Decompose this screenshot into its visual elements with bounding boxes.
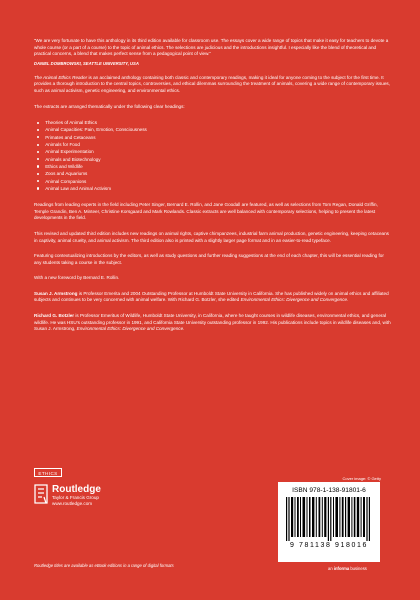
- bullet-icon: [37, 136, 39, 138]
- list-item: Animal Capacities: Pain, Emotion, Consciousness: [34, 126, 392, 133]
- isbn-label: ISBN 978-1-138-91801-6: [292, 487, 366, 494]
- bullet-icon: [37, 173, 39, 175]
- publisher-logo: [34, 484, 101, 507]
- author-name: Richard G. Botzler: [34, 313, 75, 319]
- quote-affiliation: SEATTLE UNIVERSITY, USA: [83, 60, 139, 66]
- headings-list: [34, 119, 392, 192]
- author-bio-armstrong: Susan J. Armstrong is Professor Emerita and 2004 Outstanding Professor at Humboldt State University in California. She has published widely on animal ethics and affiliated subjects and continues to be very concerned with animal welfare. With Richard G. Botzler, she edited Environmental Ethics: Divergence and Convergence.: [34, 290, 389, 303]
- book-title: The Animal Ethics Reader: [34, 74, 88, 80]
- cover-credit: Cover image: © Getty: [342, 476, 381, 481]
- book-reference: Environmental Ethics: Divergence and Convergence: [240, 297, 348, 303]
- bullet-icon: [37, 180, 39, 182]
- informa-credit: an informa business: [328, 566, 367, 571]
- list-item: Zoos and Aquariums: [34, 170, 392, 177]
- bullet-icon: [37, 151, 39, 153]
- foreword-line: With a new foreword by Bernard E. Rollin.: [34, 275, 120, 281]
- featuring-paragraph: Featuring contextualizing introductions by the editors, as well as study questions and further reading suggestions at the end of each chapter, this will be essential reading for any students taking a course in the subject.: [34, 253, 384, 265]
- publisher-url: www.routledge.com: [52, 501, 93, 506]
- list-item: Animal Law and Animal Activism: [34, 185, 392, 192]
- list-item: Theories of Animal Ethics: [34, 119, 392, 126]
- barcode-number: 9 781138 918016: [290, 542, 368, 549]
- quote-author: DANIEL DOMBROWSKI,: [34, 60, 84, 66]
- bullet-icon: [37, 187, 39, 189]
- bullet-icon: [37, 158, 39, 160]
- barcode-panel: [278, 482, 380, 562]
- book-reference: Environmental Ethics: Divergence and Convergence: [76, 326, 184, 332]
- barcode-icon: [286, 497, 372, 541]
- bullet-icon: [37, 129, 39, 131]
- intro-text: is an acclaimed anthology containing both classic and contemporary readings, making it ideal for anyone coming to the subject for the first time. It provides a thorough introduction to the central topics, controversies, and ethical dilemmas surrounding the treatment of animals, covering a wide range of contemporary issues, such as animal activism, genetic engineering, and environmental ethics.: [34, 74, 390, 93]
- publisher-name: Routledge: [52, 484, 101, 495]
- author-bio-botzler: Richard G. Botzler is Professor Emeritus of Wildlife, Humboldt State University, in California, where he taught courses in wildlife diseases, environmental ethics, and general wildlife. He was HSU’s outstanding professor in 1991, and California State University outstanding professor in 1992. His publications include topics in wildlife diseases and, with Susan J. Armstrong, Environmental Ethics: Divergence and Convergence.: [34, 313, 391, 332]
- ebook-note: Routledge titles are available as eBook editions in a range of digital formats: [34, 563, 174, 568]
- list-item: Animal Experimentation: [34, 148, 392, 155]
- bullet-icon: [37, 122, 39, 124]
- publisher-tagline: Taylor & Francis Group: [52, 495, 99, 500]
- intro-paragraph: [34, 75, 392, 95]
- bullet-icon: [37, 144, 39, 146]
- review-quote: “We are very fortunate to have this anthology in its third edition available for classroom use. The essays cover a wide range of topics that make it easy for teachers to devote a whole course (or a part of a course) to the topic of animal ethics. The selections are judicious and the introductions insightful. I especially like the blend of theoretical and practical concerns, a blend that makes perfect sense from a pedagogical point of view.”: [34, 38, 389, 57]
- list-item: Primates and Cetaceans: [34, 134, 392, 141]
- readings-paragraph: Readings from leading experts in the field including Peter Singer, Bernard E. Rollin, and Jane Goodall are featured, as well as selections from Tom Regan, Donald Griffin, Temple Grandin, Ben A. Minteer, Christine Korsgaard and Mark Rowlands. Classic extracts are well balanced with contemporary selections, helping to present the latest developments in the field.: [34, 202, 378, 221]
- revised-paragraph: This revised and updated third edition includes new readings on animal rights, captive chimpanzees, industrial farm animal production, genetic engineering, keeping cetaceans in captivity, animal cruelty, and animal activism. The third edition also is printed with a slightly larger page format and in an easier-to-read typeface.: [34, 230, 389, 243]
- bullet-icon: [37, 165, 39, 167]
- list-item: Animals for Food: [34, 141, 392, 148]
- list-item: Animals and Biotechnology: [34, 156, 392, 163]
- list-item: Animal Companions: [34, 178, 392, 185]
- informa-brand: informa: [333, 566, 350, 571]
- routledge-logo-icon: [34, 484, 48, 504]
- quote-attribution: [34, 61, 392, 67]
- subject-tag: ETHICS: [34, 468, 62, 477]
- list-item: Ethics and Wildlife: [34, 163, 392, 170]
- headings-intro: The extracts are arranged thematically under the following clear headings:: [34, 103, 185, 109]
- author-name: Susan J. Armstrong: [34, 290, 78, 296]
